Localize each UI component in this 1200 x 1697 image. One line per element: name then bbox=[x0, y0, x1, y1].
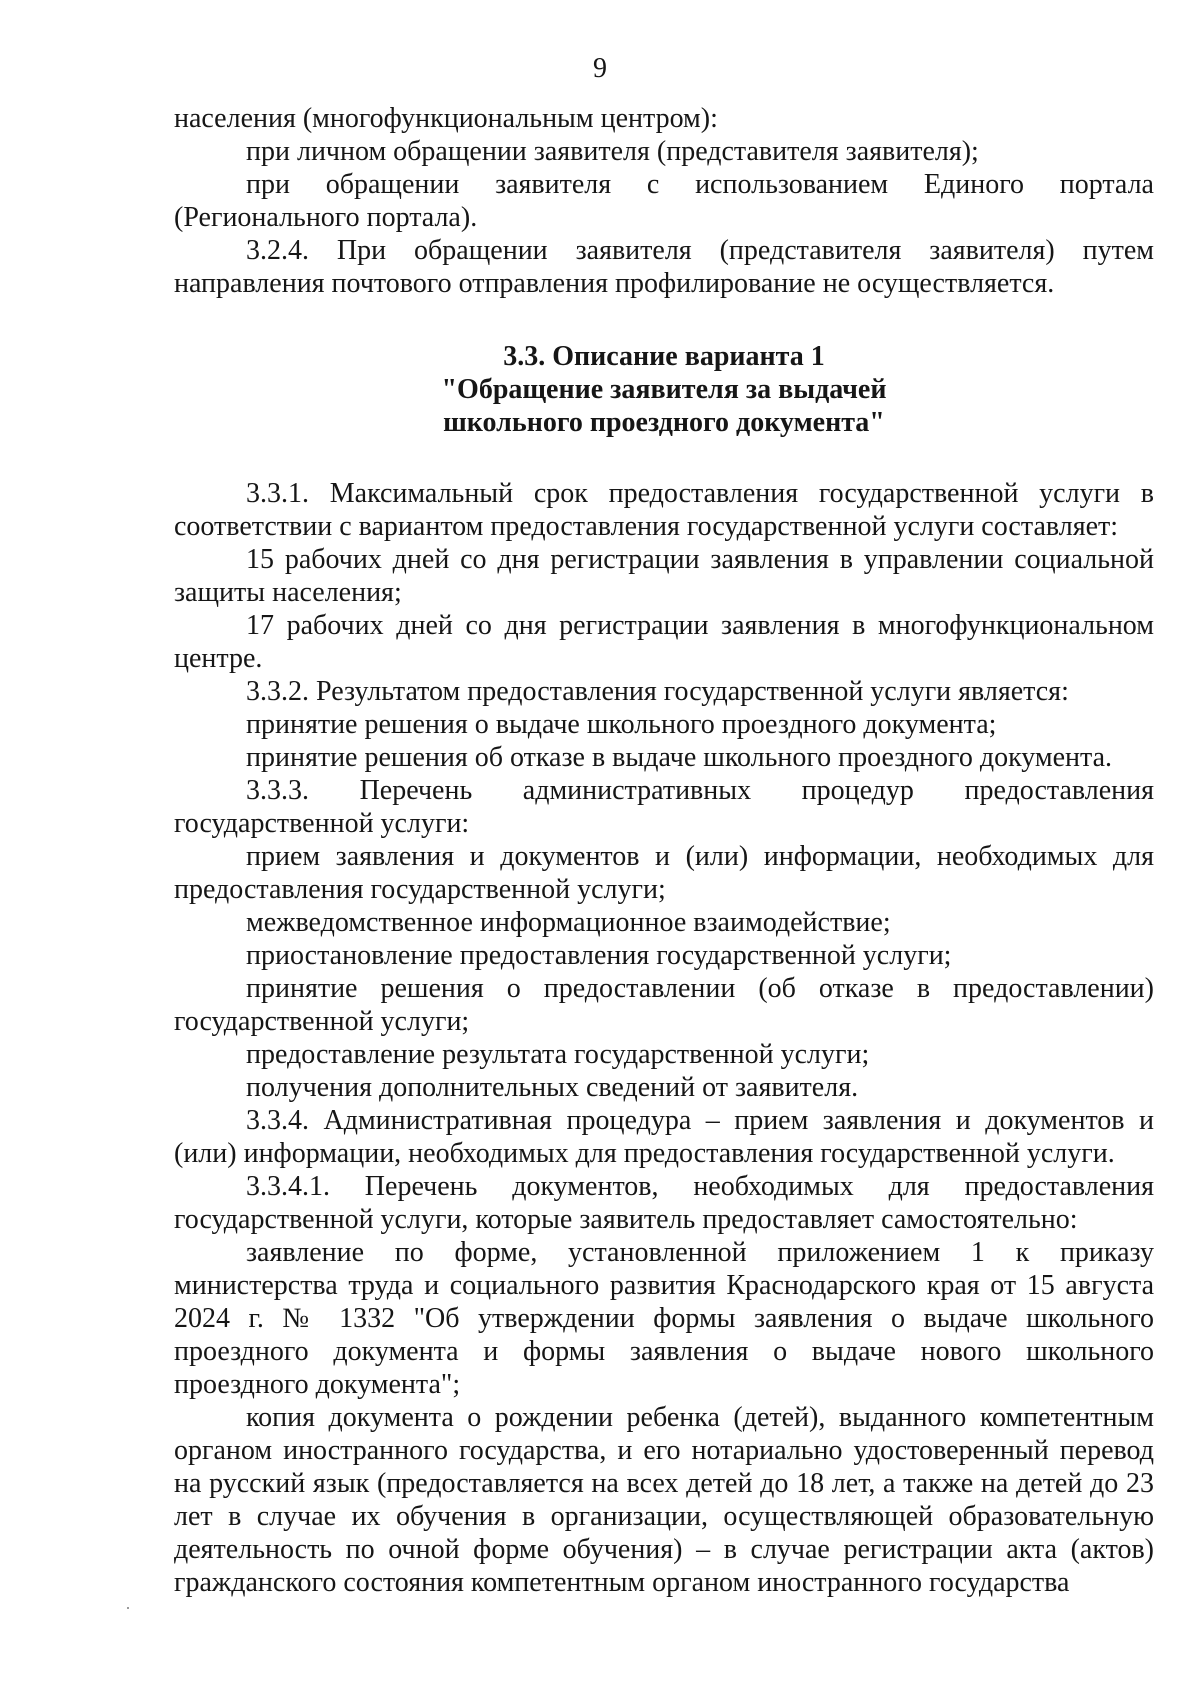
paragraph: 17 рабочих дней со дня регистрации заявления в многофункциональном центре. bbox=[174, 610, 1154, 674]
paragraph: получения дополнительных сведений от заявителя. bbox=[246, 1072, 859, 1103]
paragraph: 3.3.1. Максимальный срок предоставления государственной услуги в соответствии с вариантом предоставления государственной услуги составляет: bbox=[174, 478, 1154, 542]
section-heading-line: школьного проездного документа" bbox=[443, 407, 885, 438]
section-heading bbox=[174, 340, 1154, 439]
paragraph: населения (многофункциональным центром): bbox=[174, 103, 718, 134]
page-number: 9 bbox=[593, 53, 607, 84]
paragraph: копия документа о рождении ребенка (детей), выданного компетентным органом иностранного государства, и его нотариально удостоверенный перевод на русский язык (предоставляется на всех детей до 18 лет, а также на детей до 23 лет в случае их обучения в организации, осуществляющей образовательную деятельность по очной форме обучения) – в случае регистрации акта (актов) гражданского состояния компетентным органом иностранного государства bbox=[174, 1402, 1154, 1598]
paragraph: 3.3.4.1. Перечень документов, необходимых для предоставления государственной услуги, которые заявитель предоставляет самостоятельно: bbox=[174, 1171, 1154, 1235]
scan-artifact bbox=[127, 1607, 129, 1609]
paragraph: приостановление предоставления государственной услуги; bbox=[246, 940, 952, 971]
section-heading-line: 3.3. Описание варианта 1 bbox=[503, 341, 825, 372]
paragraph: принятие решения о предоставлении (об отказе в предоставлении) государственной услуги; bbox=[174, 973, 1154, 1037]
paragraph: принятие решения о выдаче школьного проездного документа; bbox=[246, 709, 997, 740]
paragraph: 15 рабочих дней со дня регистрации заявления в управлении социальной защиты населения; bbox=[174, 544, 1154, 608]
document-body bbox=[174, 102, 1154, 1599]
paragraph: при личном обращении заявителя (представителя заявителя); bbox=[246, 136, 979, 167]
paragraph: прием заявления и документов и (или) информации, необходимых для предоставления государственной услуги; bbox=[174, 841, 1154, 905]
paragraph: принятие решения об отказе в выдаче школьного проездного документа. bbox=[246, 742, 1113, 773]
paragraph: предоставление результата государственной услуги; bbox=[246, 1039, 870, 1070]
paragraph: заявление по форме, установленной приложением 1 к приказу министерства труда и социального развития Краснодарского края от 15 августа 2024 г. № 1332 "Об утверждении формы заявления о выдаче школьного проездного документа и формы заявления о выдаче нового школьного проездного документа"; bbox=[174, 1237, 1154, 1400]
paragraph: 3.2.4. При обращении заявителя (представителя заявителя) путем направления почтового отправления профилирование не осуществляется. bbox=[174, 235, 1154, 299]
paragraph: межведомственное информационное взаимодействие; bbox=[246, 907, 891, 938]
paragraph: 3.3.3. Перечень административных процедур предоставления государственной услуги: bbox=[174, 775, 1154, 839]
paragraph: при обращении заявителя с использованием Единого портала (Регионального портала). bbox=[174, 169, 1154, 233]
paragraph: 3.3.2. Результатом предоставления государственной услуги является: bbox=[246, 676, 1069, 707]
paragraph: 3.3.4. Административная процедура – прием заявления и документов и (или) информации, необходимых для предоставления государственной услуги. bbox=[174, 1105, 1154, 1169]
section-heading-line: "Обращение заявителя за выдачей bbox=[441, 374, 887, 405]
